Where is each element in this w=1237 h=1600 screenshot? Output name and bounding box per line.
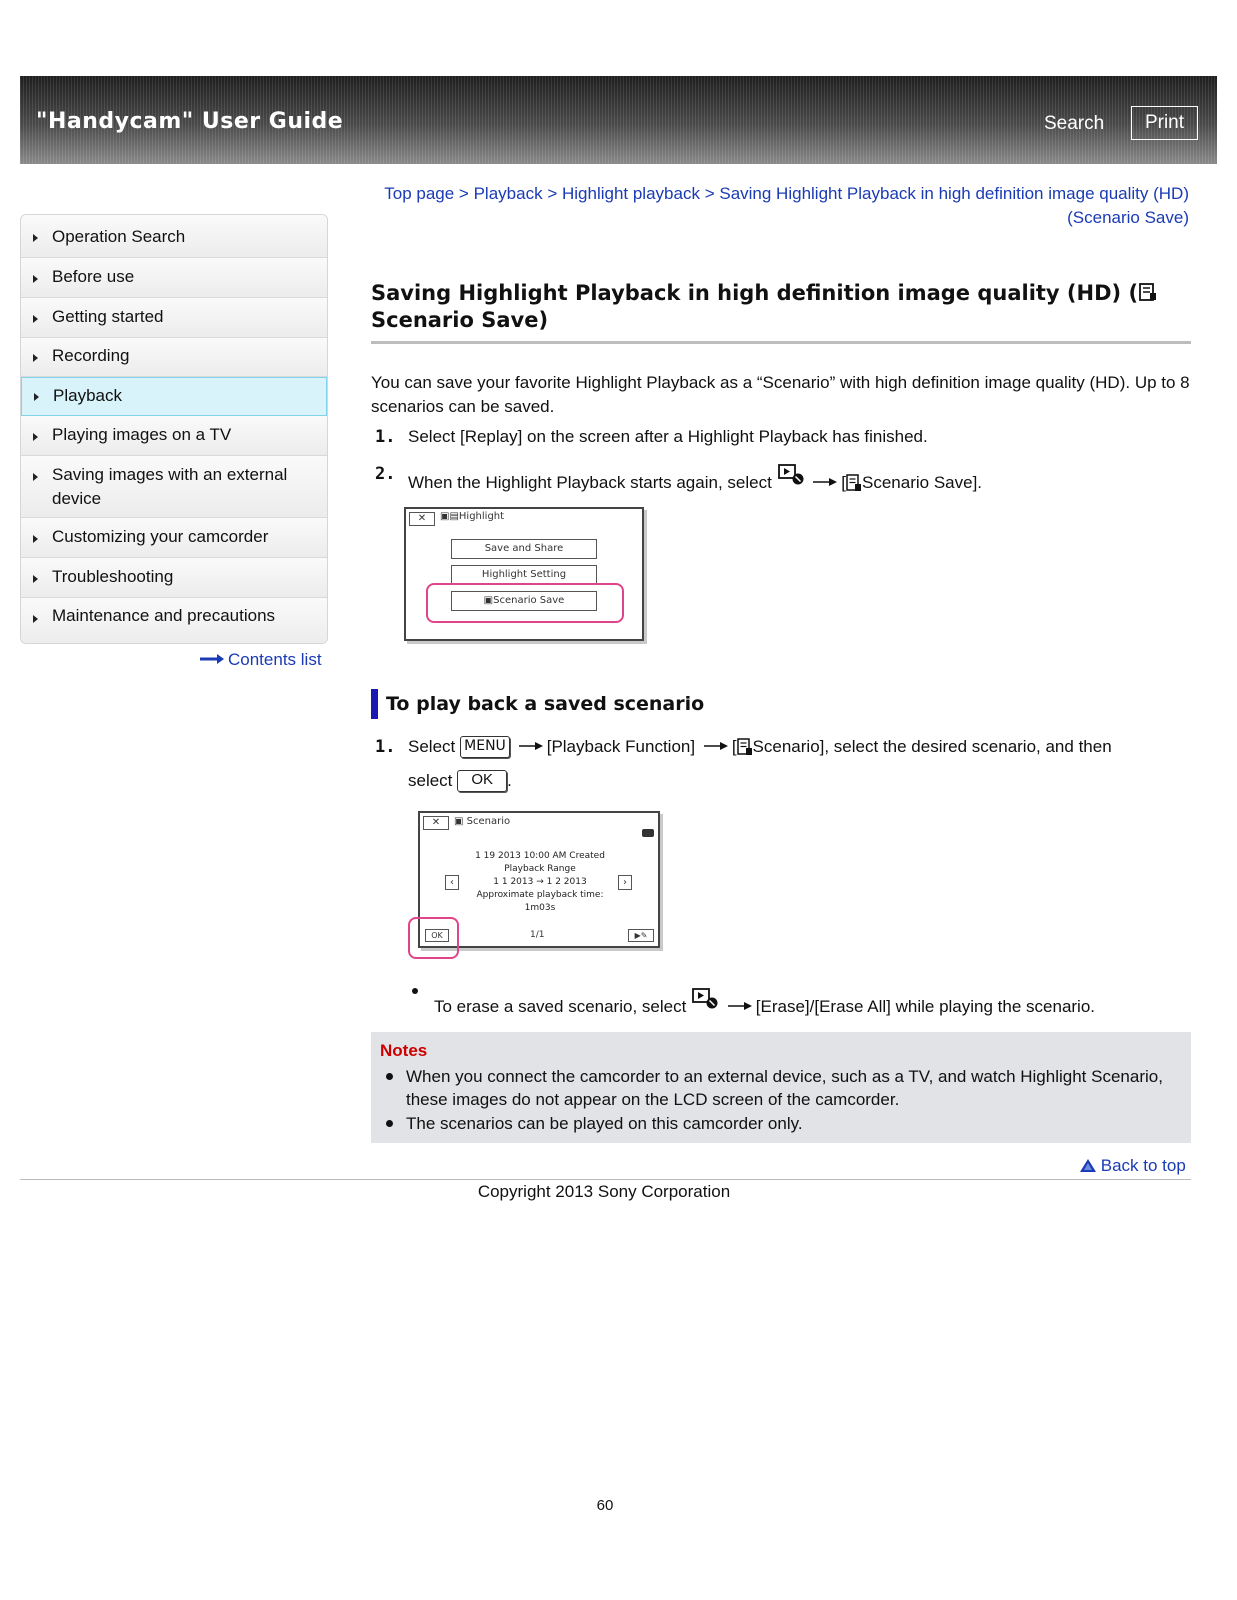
section-heading: To play back a saved scenario bbox=[371, 689, 704, 719]
breadcrumb-current[interactable]: Saving Highlight Playback in high definition image quality (HD) (Scenario Save) bbox=[719, 184, 1189, 227]
scenario-details bbox=[450, 850, 630, 915]
step-text-part: [Playback Function] bbox=[546, 737, 696, 756]
bullet-text-part: [Erase]/[Erase All] while playing the scenario. bbox=[755, 997, 1096, 1016]
note-text: The scenarios can be played on this camcorder only. bbox=[406, 1114, 803, 1133]
step-text-line2: select OK . bbox=[408, 771, 512, 790]
bullet-dot bbox=[386, 1120, 393, 1127]
sidebar-item-label: Playback bbox=[53, 386, 122, 405]
sidebar-item-recording[interactable] bbox=[21, 338, 327, 377]
scenario-range: 1 1 2013 → 1 2 2013 bbox=[493, 877, 587, 887]
arrow-right-icon bbox=[200, 654, 224, 664]
arrow-right-icon bbox=[813, 477, 837, 487]
triangle-up-icon bbox=[1080, 1159, 1096, 1172]
sidebar-item-operation-search[interactable] bbox=[21, 215, 327, 258]
print-button[interactable]: Print bbox=[1131, 106, 1198, 140]
close-icon: ✕ bbox=[409, 512, 435, 526]
copyright: Copyright 2013 Sony Corporation bbox=[477, 1182, 731, 1201]
step-text-part: When the Highlight Playback starts again, select bbox=[408, 473, 772, 492]
scenario-save-button: ▣Scenario Save bbox=[451, 591, 597, 611]
arrow-right-icon bbox=[519, 741, 543, 751]
scenario-icon bbox=[1138, 282, 1158, 302]
caret-right-icon bbox=[33, 473, 38, 481]
sidebar-item-saving-images-external[interactable] bbox=[21, 456, 327, 518]
bullet-dot bbox=[412, 988, 418, 994]
sidebar-item-customizing[interactable] bbox=[21, 518, 327, 558]
scenario-save-label: Scenario Save bbox=[493, 595, 565, 606]
screen-title: ▣▤Highlight bbox=[440, 511, 505, 522]
sidebar-item-label: Before use bbox=[52, 267, 135, 286]
scenario-time-label: Approximate playback time: bbox=[476, 890, 604, 900]
highlight-menu-screenshot bbox=[404, 507, 644, 641]
caret-right-icon bbox=[33, 315, 38, 323]
search-link[interactable]: Search bbox=[1044, 113, 1105, 134]
breadcrumb bbox=[380, 182, 1189, 230]
ok-button-icon: OK bbox=[457, 770, 507, 792]
sidebar-item-troubleshooting[interactable] bbox=[21, 558, 327, 598]
sidebar-item-label: Maintenance and precautions bbox=[52, 606, 276, 625]
breadcrumb-highlight-playback[interactable]: Highlight playback bbox=[561, 184, 700, 203]
close-icon: ✕ bbox=[423, 816, 449, 830]
footer-divider bbox=[20, 1179, 1191, 1180]
scenario-range-label: Playback Range bbox=[504, 864, 576, 874]
page-title-text: Saving Highlight Playback in high definition image quality (HD) ( bbox=[371, 281, 1139, 305]
breadcrumb-separator: > bbox=[458, 184, 469, 203]
page-title-text-2: Scenario Save) bbox=[371, 308, 549, 332]
sidebar-item-label: Saving images with an external device bbox=[52, 465, 288, 508]
sidebar-item-label: Getting started bbox=[52, 307, 164, 326]
title-divider bbox=[371, 341, 1191, 344]
caret-right-icon bbox=[33, 535, 38, 543]
page-counter: 1/1 bbox=[530, 930, 545, 940]
bullet-text-part: To erase a saved scenario, select bbox=[434, 997, 687, 1016]
sidebar-item-label: Customizing your camcorder bbox=[52, 527, 269, 546]
breadcrumb-separator: > bbox=[704, 184, 715, 203]
chevron-left-icon: ‹ bbox=[445, 875, 459, 890]
step-text: Select MENU [Playback Function] [ Scenario], select the desired scenario, and then bbox=[408, 737, 1112, 756]
contents-list-label: Contents list bbox=[228, 650, 322, 669]
page-title bbox=[371, 280, 1191, 334]
chevron-right-icon: › bbox=[618, 875, 632, 890]
step-text-part: Scenario], select the desired scenario, and then bbox=[752, 737, 1112, 756]
note-item bbox=[406, 1065, 1166, 1111]
header-bar bbox=[20, 76, 1217, 164]
step-text-part: select bbox=[408, 771, 453, 790]
caret-right-icon bbox=[33, 275, 38, 283]
step-text: Select [Replay] on the screen after a Highlight Playback has finished. bbox=[408, 427, 928, 446]
back-to-top-label: Back to top bbox=[1100, 1156, 1186, 1175]
notes-title: Notes bbox=[380, 1041, 428, 1060]
menu-button-icon: MENU bbox=[460, 736, 510, 758]
save-and-share-button: Save and Share bbox=[451, 539, 597, 559]
highlight-ring bbox=[426, 583, 624, 623]
sidebar-item-getting-started[interactable] bbox=[21, 298, 327, 338]
step-number: 2. bbox=[375, 464, 396, 484]
scenario-created: 1 19 2013 10:00 AM Created bbox=[475, 851, 605, 861]
edit-icon: ▶✎ bbox=[628, 929, 654, 942]
guide-title: "Handycam" User Guide bbox=[36, 109, 344, 134]
bullet-dot bbox=[386, 1073, 393, 1080]
bullet-text bbox=[434, 986, 1095, 1019]
sidebar-item-label: Recording bbox=[52, 346, 130, 365]
caret-right-icon bbox=[33, 433, 38, 441]
scenario-icon bbox=[846, 474, 862, 492]
sidebar-nav bbox=[20, 214, 328, 644]
caret-right-icon bbox=[33, 615, 38, 623]
highlight-setting-button: Highlight Setting bbox=[451, 565, 597, 583]
playback-edit-icon bbox=[777, 462, 805, 486]
play-step-1 bbox=[375, 735, 1191, 795]
sidebar-item-label: Troubleshooting bbox=[52, 567, 174, 586]
breadcrumb-playback[interactable]: Playback bbox=[473, 184, 543, 203]
note-text: When you connect the camcorder to an external device, such as a TV, and watch Highlight Scenario, these images do not appear on the LCD screen of the camcorder. bbox=[406, 1067, 1163, 1109]
sidebar-item-label: Playing images on a TV bbox=[52, 425, 232, 444]
screen-title: ▣ Scenario bbox=[454, 816, 511, 827]
screen-title-text: Highlight bbox=[458, 511, 505, 522]
breadcrumb-top-page[interactable]: Top page bbox=[384, 184, 455, 203]
arrow-right-icon bbox=[704, 741, 728, 751]
back-to-top-link[interactable] bbox=[1080, 1156, 1186, 1176]
scenario-icon bbox=[737, 738, 753, 756]
notes-box bbox=[371, 1032, 1191, 1143]
sidebar-item-before-use[interactable] bbox=[21, 258, 327, 298]
step-text: When the Highlight Playback starts again, select [ Scenario Save]. bbox=[408, 462, 982, 495]
screen-title-text: Scenario bbox=[466, 816, 511, 827]
step-number: 1. bbox=[375, 427, 396, 447]
step-text-part: Select bbox=[408, 737, 456, 756]
step-text-part: Scenario Save]. bbox=[862, 473, 983, 492]
note-item bbox=[406, 1112, 1166, 1135]
sidebar-item-maintenance[interactable] bbox=[21, 598, 327, 644]
sidebar-item-label: Operation Search bbox=[52, 227, 186, 246]
arrow-right-icon bbox=[728, 1001, 752, 1011]
caret-right-icon bbox=[33, 234, 38, 242]
playback-edit-icon bbox=[691, 986, 719, 1010]
intro-paragraph: You can save your favorite Highlight Playback as a “Scenario” with high definition image quality (HD). Up to 8 scenarios can be saved. bbox=[371, 373, 1190, 416]
caret-right-icon bbox=[34, 393, 39, 401]
battery-icon bbox=[642, 829, 654, 837]
page-number: 60 bbox=[596, 1497, 614, 1514]
breadcrumb-separator: > bbox=[547, 184, 558, 203]
caret-right-icon bbox=[33, 354, 38, 362]
contents-list-link[interactable] bbox=[200, 650, 322, 670]
ok-highlight-ring bbox=[408, 917, 459, 959]
step-number: 1. bbox=[375, 737, 396, 757]
caret-right-icon bbox=[33, 575, 38, 583]
ok-button: OK bbox=[425, 929, 449, 942]
scenario-time: 1m03s bbox=[524, 903, 556, 913]
sidebar-item-playback[interactable] bbox=[21, 377, 327, 416]
sidebar-item-playing-images-on-tv[interactable] bbox=[21, 416, 327, 456]
